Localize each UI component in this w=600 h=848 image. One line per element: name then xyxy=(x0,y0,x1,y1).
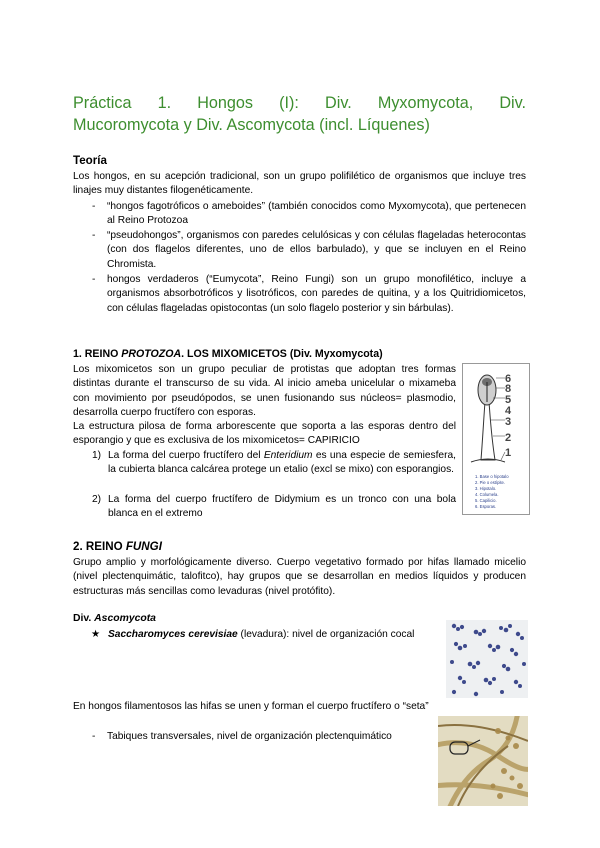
bullet-dash: - xyxy=(92,230,96,241)
legend-line-4: 4. Columela. xyxy=(475,492,499,497)
list-number-1: 1) xyxy=(92,450,102,461)
sec1-item-2: La forma del cuerpo fructífero de Didymium es un tronco con una bola blanca en el extremo xyxy=(108,494,456,520)
legend-line-6: 6. Esporas. xyxy=(475,504,497,509)
teoria-bullet-2: “pseudohongos”, organismos con paredes celulósicas y con células flageladas heterocontas (con dos flagelos diferentes, uno de ellos barbulado), y que se incluyen en el Reino Chromista. xyxy=(107,230,526,270)
page-title-line1: Práctica 1. Hongos (I): Div. Myxomycota, Div. xyxy=(73,94,526,112)
bullet-dash: - xyxy=(92,201,96,212)
sec2-paragraph-1: Grupo amplio y morfológicamente diverso. Cuerpo vegetativo formado por hifas llamado micelio (nivel plectenquimátic, talofitco), hay grupos que se desarrollan en medios líquidos y producen estructuras más sencillas como levaduras (nivel protófito). xyxy=(73,557,526,597)
legend-line-5: 5. Capilicio. xyxy=(475,498,497,503)
figure-number-1: 1 xyxy=(505,447,512,459)
hyphae-image xyxy=(438,716,528,806)
teoria-intro: Los hongos, en su acepción tradicional, son un grupo polifilético de organismos que incluye tres linajes muy distantes filogenéticamente. xyxy=(73,171,526,197)
figure-number-4: 4 xyxy=(505,405,512,417)
figure-number-2: 2 xyxy=(505,432,512,444)
figure-number-3: 3 xyxy=(505,416,512,428)
bullet-dash: - xyxy=(92,731,96,742)
bullet-dash: - xyxy=(92,274,96,285)
div-ascomycota-heading: Div. Ascomycota xyxy=(73,613,156,624)
teoria-bullet-3: hongos verdaderos (“Eumycota”, Reino Fungi) son un grupo monofilético, incluye a organismos absorbotróficos y lisotróficos, con paredes de quitina, y a los Quitridiomicetos, con células flageladas opistocontas (un solo flagelo posterior y sin bárbulas). xyxy=(107,274,526,314)
sec1-paragraph-2: La estructura pilosa de forma arborescente que soporta a las esporas dentro del esporangio y que es exclusiva de los mixomicetos= CAPIRICIO xyxy=(73,421,456,447)
yeast-cells-image xyxy=(446,620,528,698)
sec1-paragraph-1: Los mixomicetos son un grupo peculiar de protistas que adoptan tres formas distintas durante el transcurso de su vida. Al inicio ameba unicelular o mixameba con movimiento por pseudópodos, se unen fusionando sus núcleos= plasmodio, desarrolla cuerpo fructífero con esporas. xyxy=(73,364,456,418)
sec1-item-1: La forma del cuerpo fructífero del Enteridium es una especie de semiesfera, la cubierta blanca calcárea protege un etalio (excl se mixo) con esporangios. xyxy=(108,450,456,476)
list-number-2: 2) xyxy=(92,494,102,505)
saccharomyces-item: Saccharomyces cerevisiae (levadura): nivel de organización cocal xyxy=(108,629,415,640)
teoria-bullet-1: “hongos fagotróficos o ameboides” (también conocidos como Myxomycota), que pertenecen al Reino Protozoa xyxy=(107,201,526,227)
legend-line-1: 1. Base o hipotalo xyxy=(475,474,509,479)
star-bullet-icon: ★ xyxy=(91,629,101,640)
hyphae-micrograph xyxy=(438,716,528,806)
legend-line-3: 3. Hipotalo. xyxy=(475,486,497,491)
myxomycete-diagram xyxy=(462,363,530,515)
tabiques-item: Tabiques transversales, nivel de organización plectenquimático xyxy=(107,731,392,742)
page-title-line2: Mucoromycota y Div. Ascomycota (incl. Líquenes) xyxy=(73,116,430,134)
yeast-micrograph xyxy=(446,620,528,698)
sporangium-drawing xyxy=(463,364,529,514)
figure-number-5: 5 xyxy=(505,394,512,406)
figure-number-6: 6 xyxy=(505,373,512,385)
sec1-heading: 1. REINO PROTOZOA. LOS MIXOMICETOS (Div. Myxomycota) xyxy=(73,348,383,360)
sec2-heading: 2. REINO FUNGI xyxy=(73,540,162,553)
sec2-paragraph-2: En hongos filamentosos las hifas se unen y forman el cuerpo fructífero o “seta” xyxy=(73,701,429,712)
teoria-heading: Teoría xyxy=(73,154,107,167)
figure-number-8: 8 xyxy=(505,383,512,395)
legend-line-2: 2. Pie o estípite. xyxy=(475,480,506,485)
